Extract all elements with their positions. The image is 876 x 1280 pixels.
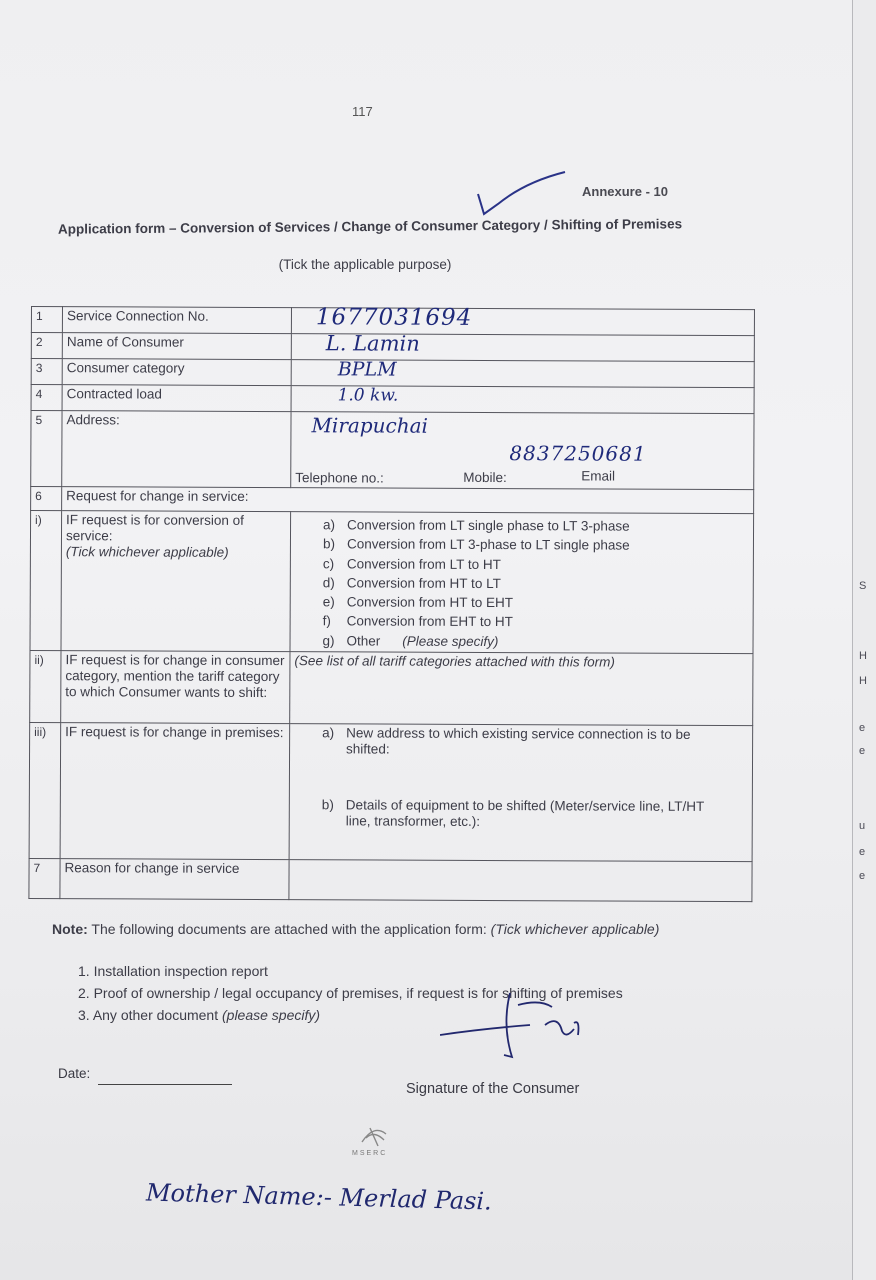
conversion-option[interactable]: e) Conversion from HT to EHT	[322, 594, 514, 611]
conversion-option[interactable]: g) Other (Please specify)	[322, 633, 499, 649]
table-row	[31, 487, 754, 514]
row-number: 2	[31, 333, 62, 359]
documents-note: Note: The following documents are attached with the application form: (Tick whichever applicable)	[52, 921, 660, 937]
reason-label: Reason for change in service	[60, 859, 289, 900]
handwritten-note: Mother Name:- Merlad Pasi.	[145, 1178, 493, 1216]
request-label: Request for change in service:	[62, 487, 754, 514]
email-label: Email	[581, 468, 616, 484]
table-row	[29, 723, 753, 862]
contracted-load-value[interactable]: 1.0 kw.	[337, 385, 399, 406]
conversion-option[interactable]: c) Conversion from LT to HT	[322, 555, 501, 572]
category-change-label: IF request is for change in consumer category, mention the tariff category to which Consumer wants to shift:	[61, 651, 290, 724]
table-row	[30, 651, 753, 726]
list-item: 1. Installation inspection report	[78, 963, 268, 979]
table-row	[31, 333, 754, 362]
row-number: 1	[31, 307, 62, 333]
address-value[interactable]: Mirapuchai	[311, 413, 428, 438]
table-row	[31, 411, 754, 490]
row-number: iii)	[29, 723, 61, 859]
signature-caption: Signature of the Consumer	[406, 1081, 580, 1097]
form-subtitle: (Tick the applicable purpose)	[278, 257, 452, 272]
mobile-value[interactable]: 8837250681	[509, 441, 647, 466]
contracted-load-label: Contracted load	[62, 385, 291, 412]
row-number: 7	[29, 859, 60, 899]
premises-option-b[interactable]: b) Details of equipment to be shifted (Meter/service line, LT/HT line, transformer, etc.):	[321, 797, 705, 830]
table-row	[31, 385, 754, 414]
row-number: 6	[31, 487, 62, 511]
annexure-label: Annexure - 10	[582, 184, 668, 199]
reason-field[interactable]	[289, 860, 752, 902]
conversion-label: IF request is for conversion of service:	[65, 512, 244, 544]
list-item: 2. Proof of ownership / legal occupancy of premises, if request is for shifting of premises	[78, 985, 623, 1001]
underlying-page-edge: S H H e e u e e	[852, 0, 876, 1280]
date-field[interactable]	[98, 1084, 232, 1085]
form-title: Application form – Conversion of Services / Change of Consumer Category / Shifting of Premises	[57, 216, 683, 237]
logo-icon	[356, 1120, 392, 1148]
row-number: i)	[30, 511, 62, 651]
signature-image	[440, 985, 590, 1075]
date-label: Date:	[58, 1066, 91, 1081]
tick-mark	[470, 168, 570, 220]
row-number: ii)	[30, 651, 61, 723]
list-item: 3. Any other document (please specify)	[78, 1007, 321, 1023]
application-table	[28, 306, 755, 902]
consumer-category-label: Consumer category	[62, 359, 291, 386]
consumer-category-value[interactable]: BPLM	[337, 358, 397, 381]
row-number: 3	[31, 359, 62, 385]
service-connection-label: Service Connection No.	[62, 307, 291, 334]
table-row	[30, 511, 754, 654]
service-connection-value[interactable]: 1677031694	[315, 304, 473, 331]
page-number: 117	[352, 104, 373, 119]
consumer-name-value[interactable]: L. Lamin	[325, 331, 420, 356]
table-row	[29, 859, 752, 902]
mobile-label: Mobile:	[463, 469, 507, 486]
table-row	[31, 359, 754, 388]
row-number: 4	[31, 385, 62, 411]
conversion-option[interactable]: b) Conversion from LT 3-phase to LT single phase	[322, 536, 630, 553]
row-number: 5	[31, 411, 62, 487]
conversion-hint: (Tick whichever applicable)	[65, 544, 229, 560]
consumer-name-label: Name of Consumer	[62, 333, 291, 360]
documents-list	[78, 962, 698, 1028]
premises-change-label: IF request is for change in premises:	[60, 723, 290, 860]
logo-text: MSERC	[352, 1150, 388, 1157]
conversion-option[interactable]: a) Conversion from LT single phase to LT 3-phase	[323, 517, 630, 534]
address-label: Address:	[62, 411, 291, 488]
category-change-note: (See list of all tariff categories attached with this form)	[290, 652, 753, 726]
telephone-label: Telephone no.:	[295, 470, 384, 486]
conversion-option[interactable]: f) Conversion from EHT to HT	[322, 613, 513, 630]
premises-option-a[interactable]: a) New address to which existing service connection is to be shifted:	[322, 725, 691, 757]
conversion-option[interactable]: d) Conversion from HT to LT	[322, 575, 501, 591]
